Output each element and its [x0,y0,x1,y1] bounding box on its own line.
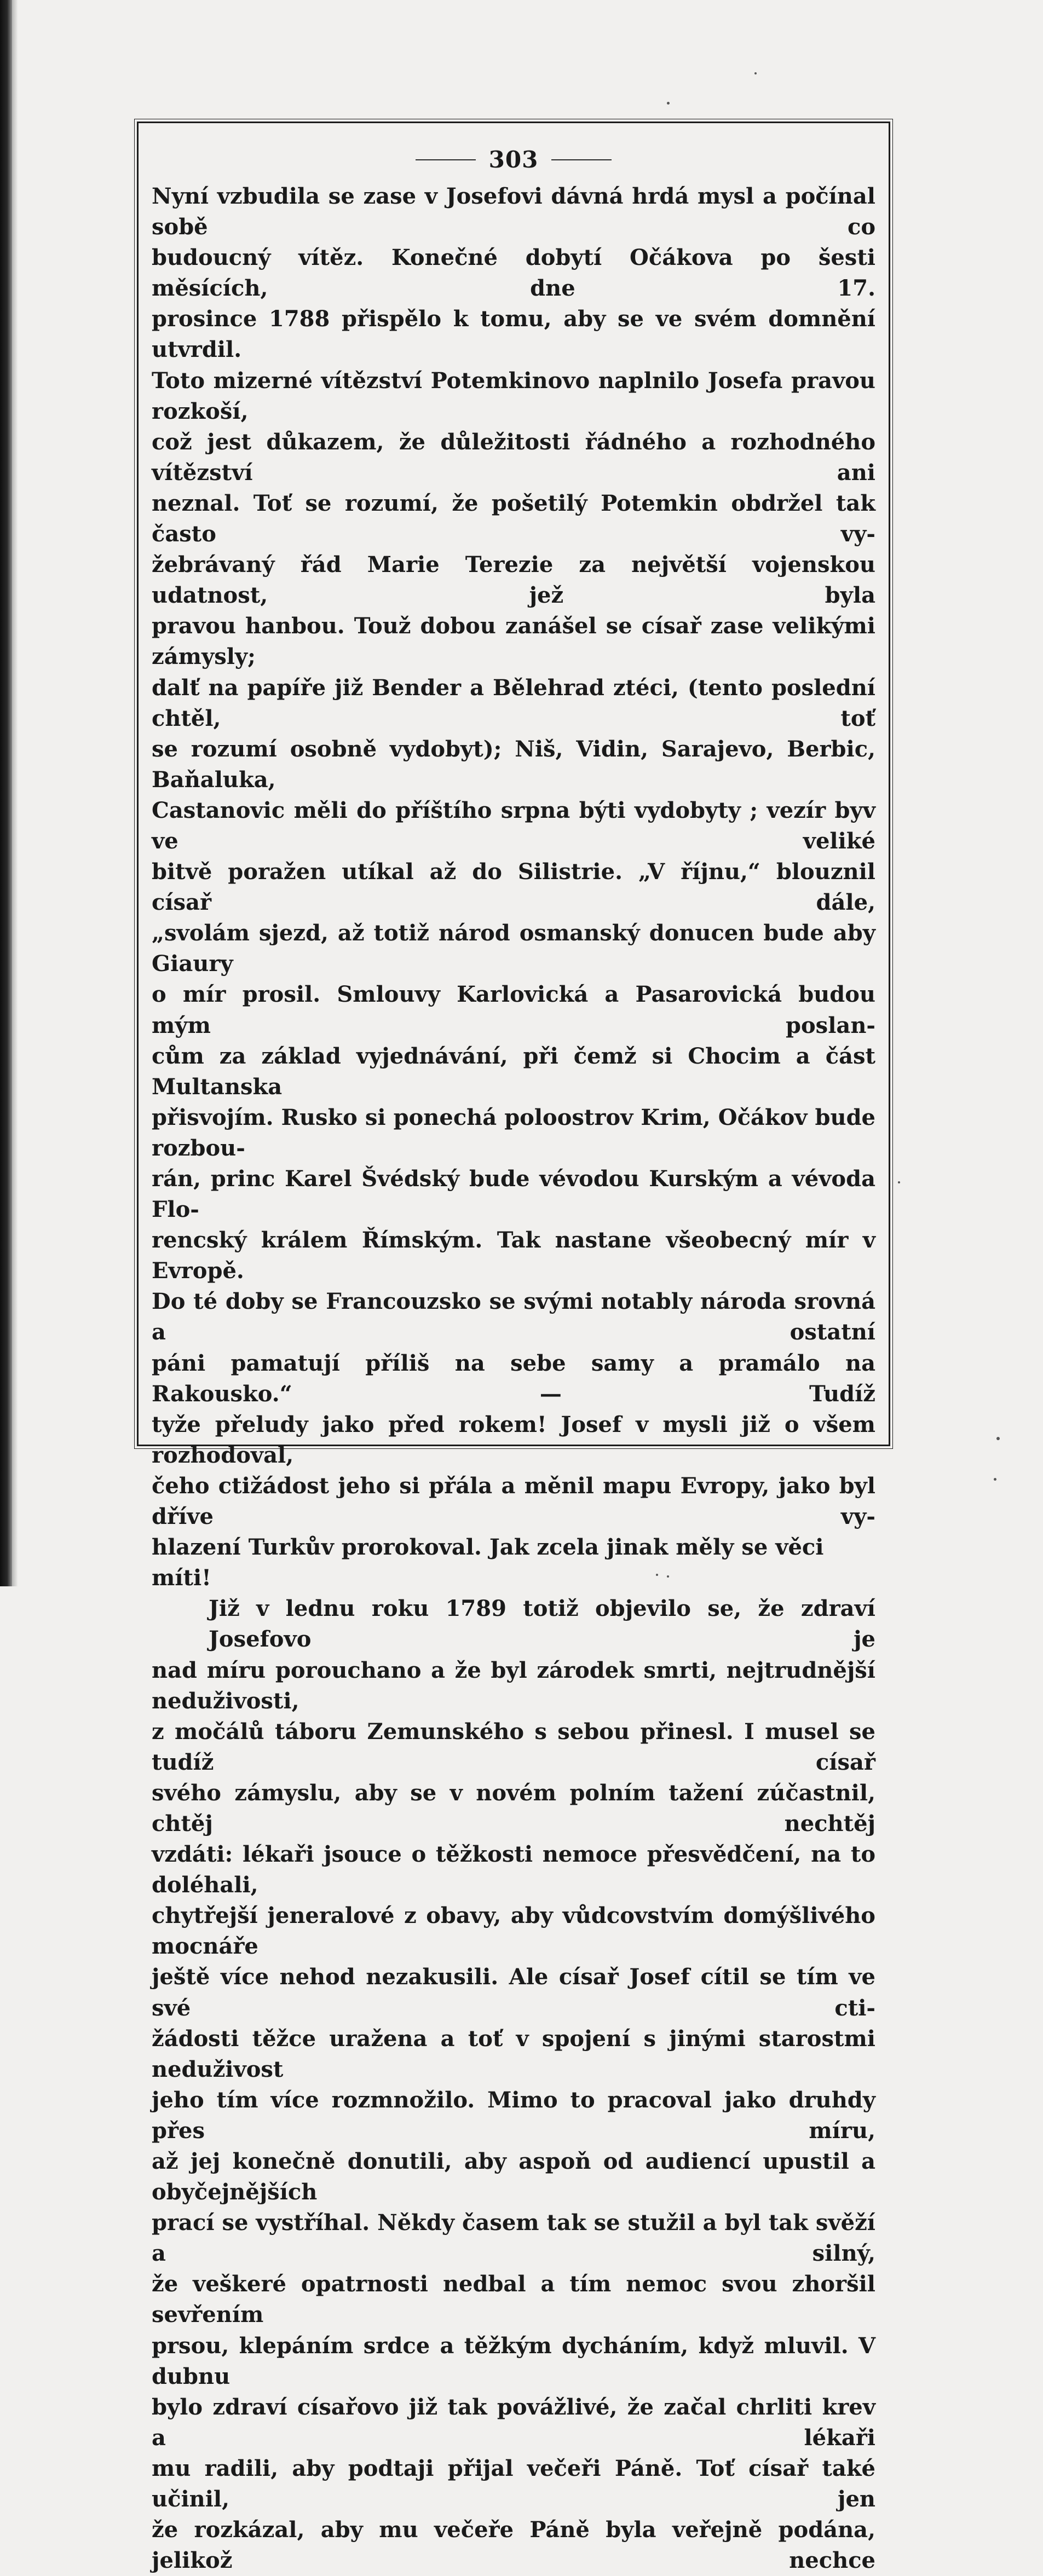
text-line: z močálů táboru Zemunského s sebou přinesl. I musel se tudíž císař [152,1718,875,1775]
page-border-frame [137,122,890,2574]
text-line: dalť na papíře již Bender a Bělehrad ztéci, (tento poslední chtěl, toť [152,674,875,731]
text-line: Nyní vzbudila se zase v Josefovi dávná hrdá mysl a počínal sobě co [152,183,875,240]
text-line: ještě více nehod nezakusili. Ale císař Josef cítil se tím ve své cti- [152,1964,875,2021]
text-line: Castanovic měli do příštího srpna býti vydobyty ; vezír byv ve veliké [152,797,875,854]
text-line: Toto mizerné vítězství Potemkinovo naplnilo Josefa pravou rozkoší, [152,367,875,424]
text-line: budoucný vítěz. Konečné dobytí Očákova po šesti měsících, dne 17. [152,245,875,302]
page-header [139,146,889,173]
text-line: Již v lednu roku 1789 totiž objevilo se, že zdraví Josefovo je [209,1596,875,1653]
speck [898,1181,900,1183]
text-line: chytřejší jeneralové z obavy, aby vůdcovstvím domýšlivého mocnáře [152,1903,875,1960]
text-line: bylo zdraví císařovo již tak povážlivé, že začal chrliti krev a lékaři [152,2394,875,2451]
header-rule-right [551,159,612,160]
text-line: pravou hanbou. Touž dobou zanášel se císař zase velikými zámysly; [152,613,875,670]
text-line: rencský králem Římským. Tak nastane všeobecný mír v Evropě. [152,1227,875,1284]
text-line: nad míru porouchano a že byl zárodek smrti, nejtrudnější neduživosti, [152,1657,875,1714]
text-line: žebrávaný řád Marie Terezie za největší vojenskou udatnost, jež byla [152,552,875,609]
text-line: Do té doby se Francouzsko se svými notably národa srovná a ostatní [152,1289,875,1345]
speck [996,1437,1000,1440]
text-line: páni pamatují příliš na sebe samy a pramálo na Rakousko.“ — Tudíž [152,1350,875,1407]
speck [667,1575,669,1578]
body-text [152,181,875,2576]
text-line: rán, princ Karel Švédský bude vévodou Kurským a vévoda Flo- [152,1166,875,1223]
text-line: prsou, klepáním srdce a těžkým dycháním, když mluvil. V dubnu [152,2332,875,2389]
text-line: že rozkázal, aby mu večeře Páně byla veřejně podána, jelikož nechce [152,2517,875,2574]
paragraph-1 [152,181,875,1593]
text-line: žádosti těžce uražena a toť v spojení s jinými starostmi neduživost [152,2025,875,2082]
text-line: „svolám sjezd, až totiž národ osmanský donucen bude aby Giaury [152,920,875,977]
text-line: že veškeré opatrnosti nedbal a tím nemoc svou zhoršil sevřením [152,2271,875,2328]
text-line: což jest důkazem, že důležitosti řádného a rozhodného vítězství ani [152,429,875,486]
text-line: až jej konečně donutili, aby aspoň od audiencí upustil a obyčejnějších [152,2148,875,2205]
text-line: o mír prosil. Smlouvy Karlovická a Pasarovická budou mým poslan- [152,981,875,1038]
text-line: čeho ctižádost jeho si přála a měnil mapu Evropy, jako byl dříve vy- [152,1472,875,1530]
header-rule-left [416,159,476,160]
text-line: svého zámyslu, aby se v novém polním tažení zúčastnil, chtěj nechtěj [152,1780,875,1836]
page-number: 303 [488,146,539,173]
page-edge [12,0,18,1586]
speck [656,1574,658,1576]
text-line: hlazení Turkův prorokoval. Jak zcela jinak měly se věci míti! [152,1534,824,1591]
text-line: přisvojím. Rusko si ponechá poloostrov Krim, Očákov bude rozbou- [152,1104,875,1161]
speck [754,72,757,74]
text-line: bitvě poražen utíkal až do Silistrie. „V říjnu,“ blouznil císař dále, [152,859,875,916]
text-line: cům za základ vyjednávání, při čemž si Chocim a část Multanska [152,1043,875,1100]
text-line: tyže přeludy jako před rokem! Josef v mysli již o všem rozhodoval, [152,1411,875,1468]
text-line: prací se vystříhal. Někdy časem tak se stužil a byl tak svěží a silný, [152,2210,875,2267]
text-line: vzdáti: lékaři jsouce o těžkosti nemoce přesvědčení, na to doléhali, [152,1841,875,1898]
text-line: prosince 1788 přispělo k tomu, aby se ve svém domnění utvrdil. [152,306,875,363]
speck [667,102,670,105]
book-spine-shadow [0,0,12,1586]
text-line: jeho tím více rozmnožilo. Mimo to pracoval jako druhdy přes míru, [152,2087,875,2144]
speck [994,1478,996,1481]
text-line: mu radili, aby podtaji přijal večeři Páně. Toť císař také učinil, jen [152,2455,875,2513]
text-line: neznal. Toť se rozumí, že pošetilý Potemkin obdržel tak často vy- [152,490,875,547]
paragraph-2 [152,1593,875,2576]
text-line: se rozumí osobně vydobyt); Niš, Vidin, Sarajevo, Berbic, Baňaluka, [152,736,875,793]
